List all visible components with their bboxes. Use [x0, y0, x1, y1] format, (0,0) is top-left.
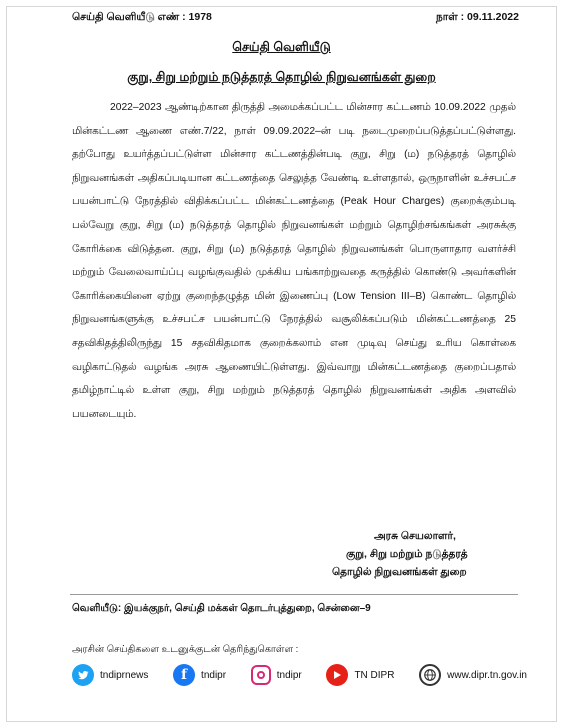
department-subtitle: குறு, சிறு மற்றும் நடுத்தரத் தொழில் நிறுவனங்கள் துறை: [127, 70, 436, 84]
social-instagram[interactable]: [251, 665, 302, 685]
header-row: [72, 11, 519, 24]
page-title: செய்தி வெளியீடு: [232, 40, 331, 54]
signature-line-1: அரசு செயலாளர்,: [374, 530, 456, 542]
facebook-icon: f: [173, 664, 195, 686]
social-website[interactable]: [419, 664, 527, 686]
website-label: www.dipr.tn.gov.in: [447, 669, 527, 681]
social-youtube[interactable]: [326, 664, 394, 686]
signature-line-3: தொழில் நிறுவனங்கள் துறை: [332, 566, 467, 578]
instagram-label: tndipr: [276, 669, 302, 681]
youtube-label: TN DIPR: [354, 669, 395, 681]
twitter-icon: [72, 664, 94, 686]
instagram-icon: [251, 665, 271, 685]
twitter-label: tndiprnews: [100, 669, 149, 681]
signature-block: [332, 527, 468, 581]
youtube-icon: [326, 664, 348, 686]
release-number: செய்தி வெளியீடு எண் : 1978: [72, 11, 212, 23]
social-twitter[interactable]: [72, 664, 148, 686]
globe-icon: [419, 664, 441, 686]
follow-text: அரசின் செய்திகளை உடனுக்குடன் தெரிந்துகொள்ள :: [72, 644, 299, 655]
social-links: [72, 664, 527, 686]
social-facebook[interactable]: [173, 664, 226, 686]
body-paragraph: 2022–2023 ஆண்டிற்கான திருத்தி அமைக்கப்பட்ட மின்சார கட்டணம் 10.09.2022 முதல் மின்கட்டண ஆணை எண்.7/22, நாள் 09.09.2022–ன் படி நடைமுறைப்படுத்தப்பட்டுள்ளது. தற்போது உயர்த்தப்பட்டுள்ள மின்சார கட்டணத்தின்படி குறு, சிறு (ம) நடுத்தரத் தொழில் நிறுவனங்கள் அதிகப்படியான கட்டணத்தை செலுத்த வேண்டி உள்ளதால், ஒருநாளின் உச்சபட்ச பயன்பாட்டு நேரத்தில் விதிக்கப்பட்ட மின்கட்டணத்தை (Peak Hour Charges) குறைக்கும்படி பல்வேறு குறு, சிறு (ம) நடுத்தரத் தொழில் நிறுவனங்கள் மற்றும் தொழிற்சங்கங்கள் அரசுக்கு கோரிக்கை விடுத்தன. குறு, சிறு (ம) நடுத்தரத் தொழில் நிறுவனங்கள் பொருளாதார வளர்ச்சி மற்றும் வேலைவாய்ப்பு வழங்குவதில் முக்கிய பங்காற்றுவதை கருத்தில் கொண்டு அவர்களின் கோரிக்கையினை ஏற்று குறைந்தழுத்த மின் இணைப்பு (Low Tension III–B) கொண்ட தொழில் நிறுவனங்களுக்கு உச்சபட்ச பயன்பாட்டு நேரத்தில் வசூலிக்கப்படும் மின்கட்டணத்தை 25 சதவிகிதத்திலிருந்து 15 சதவிகிதமாக குறைக்கலாம் என முடிவு செய்து உரிய கொள்கை வழிகாட்டுதல் வழங்க அரசு ஆணையிட்டுள்ளது. இவ்வாறு மின்கட்டணத்தை குறைப்பதால் தமிழ்நாட்டில் உள்ள குறு, சிறு மற்றும் நடுத்தரத் தொழில் நிறுவனங்கள் அதிக அளவில் பயனடையும்.: [72, 102, 516, 420]
facebook-label: tndipr: [201, 669, 227, 681]
signature-line-2: குறு, சிறு மற்றும் நடுத்தரத்: [346, 548, 468, 560]
release-by: வெளியீடு: இயக்குநர், செய்தி மக்கள் தொடர்புத்துறை, சென்னை–9: [72, 603, 371, 614]
divider: [70, 594, 518, 595]
release-date: நாள் : 09.11.2022: [435, 11, 519, 23]
